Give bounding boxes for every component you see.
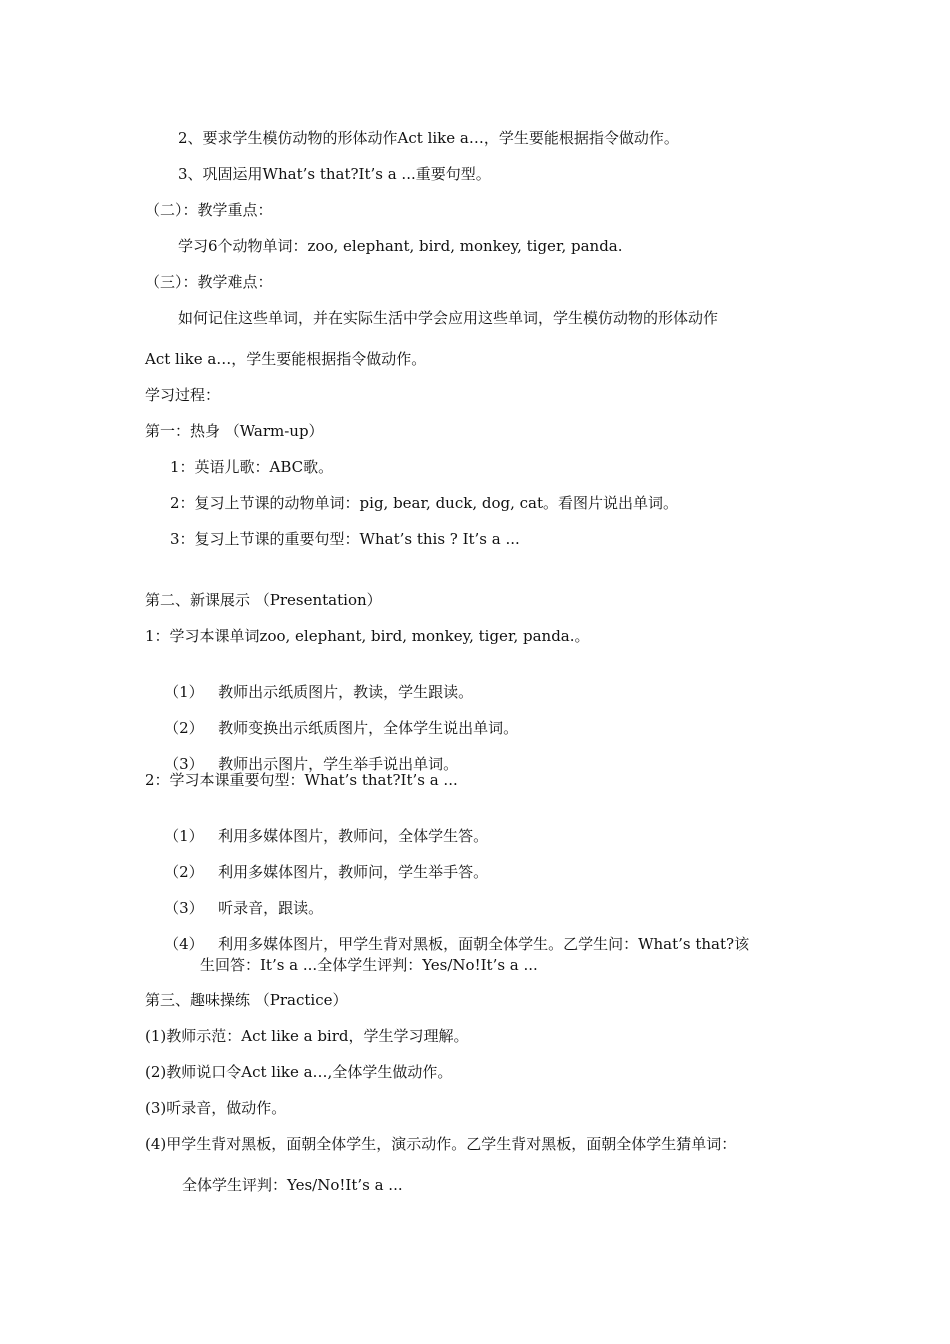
item-text: 听录音，跟读。 bbox=[218, 899, 324, 917]
item-text: 教师出示图片，学生举手说出单词。 bbox=[218, 755, 459, 773]
item-text: 利用多媒体图片，教师问，学生举手答。 bbox=[218, 863, 489, 881]
key-points-heading: （二）：教学重点： bbox=[145, 201, 273, 219]
presentation-part2-item-4-continued: 生回答：It’s a ...全体学生评判：Yes/No!It’s a ... bbox=[200, 956, 538, 974]
difficulties-heading: （三）：教学难点： bbox=[145, 273, 273, 291]
item-text: 利用多媒体图片，教师问，全体学生答。 bbox=[218, 827, 489, 845]
warmup-item-1: 1：英语儿歌：ABC歌。 bbox=[170, 458, 334, 476]
practice-item-2: (2)教师说口令Act like a…,全体学生做动作。 bbox=[145, 1063, 453, 1081]
objective-3: 3、巩固运用What’s that?It’s a ...重要句型。 bbox=[178, 165, 491, 183]
item-text: 教师出示纸质图片，教读，学生跟读。 bbox=[218, 683, 474, 701]
practice-item-4-continued: 全体学生评判：Yes/No!It’s a ... bbox=[182, 1176, 403, 1194]
key-points-text: 学习6个动物单词：zoo, elephant, bird, monkey, tiger, panda. bbox=[178, 237, 623, 255]
practice-item-4: (4)甲学生背对黑板，面朝全体学生，演示动作。乙学生背对黑板，面朝全体学生猜单词： bbox=[145, 1135, 737, 1153]
process-heading: 学习过程： bbox=[145, 386, 221, 404]
item-number: （1） bbox=[164, 827, 204, 845]
warmup-item-3: 3：复习上节课的重要句型：What’s this ? It’s a ... bbox=[170, 530, 520, 548]
practice-item-1: (1)教师示范：Act like a bird，学生学习理解。 bbox=[145, 1027, 469, 1045]
presentation-part-2: 2：学习本课重要句型：What’s that?It’s a ... bbox=[145, 771, 458, 789]
item-number: （2） bbox=[164, 719, 204, 737]
item-number: （4） bbox=[164, 935, 204, 953]
difficulties-line-2: Act like a…，学生要能根据指令做动作。 bbox=[145, 350, 427, 368]
objective-2: 2、要求学生模仿动物的形体动作Act like a…，学生要能根据指令做动作。 bbox=[178, 129, 679, 147]
item-text: 教师变换出示纸质图片，全体学生说出单词。 bbox=[218, 719, 519, 737]
item-text: 利用多媒体图片，甲学生背对黑板，面朝全体学生。乙学生问：What’s that?该 bbox=[218, 935, 750, 953]
item-number: （1） bbox=[164, 683, 204, 701]
warmup-item-2: 2：复习上节课的动物单词：pig, bear, duck, dog, cat。看图片说出单词。 bbox=[170, 494, 678, 512]
warmup-title: 第一：热身 （Warm-up） bbox=[145, 422, 324, 440]
practice-item-3: (3)听录音，做动作。 bbox=[145, 1099, 287, 1117]
presentation-part-1: 1：学习本课单词zoo, elephant, bird, monkey, tiger, panda.。 bbox=[145, 627, 590, 645]
practice-title: 第三、趣味操练 （Practice） bbox=[145, 991, 348, 1009]
item-number: （3） bbox=[164, 755, 204, 773]
item-number: （2） bbox=[164, 863, 204, 881]
item-number: （3） bbox=[164, 899, 204, 917]
presentation-title: 第二、新课展示 （Presentation） bbox=[145, 591, 382, 609]
difficulties-line-1: 如何记住这些单词，并在实际生活中学会应用这些单词，学生模仿动物的形体动作 bbox=[178, 309, 719, 327]
